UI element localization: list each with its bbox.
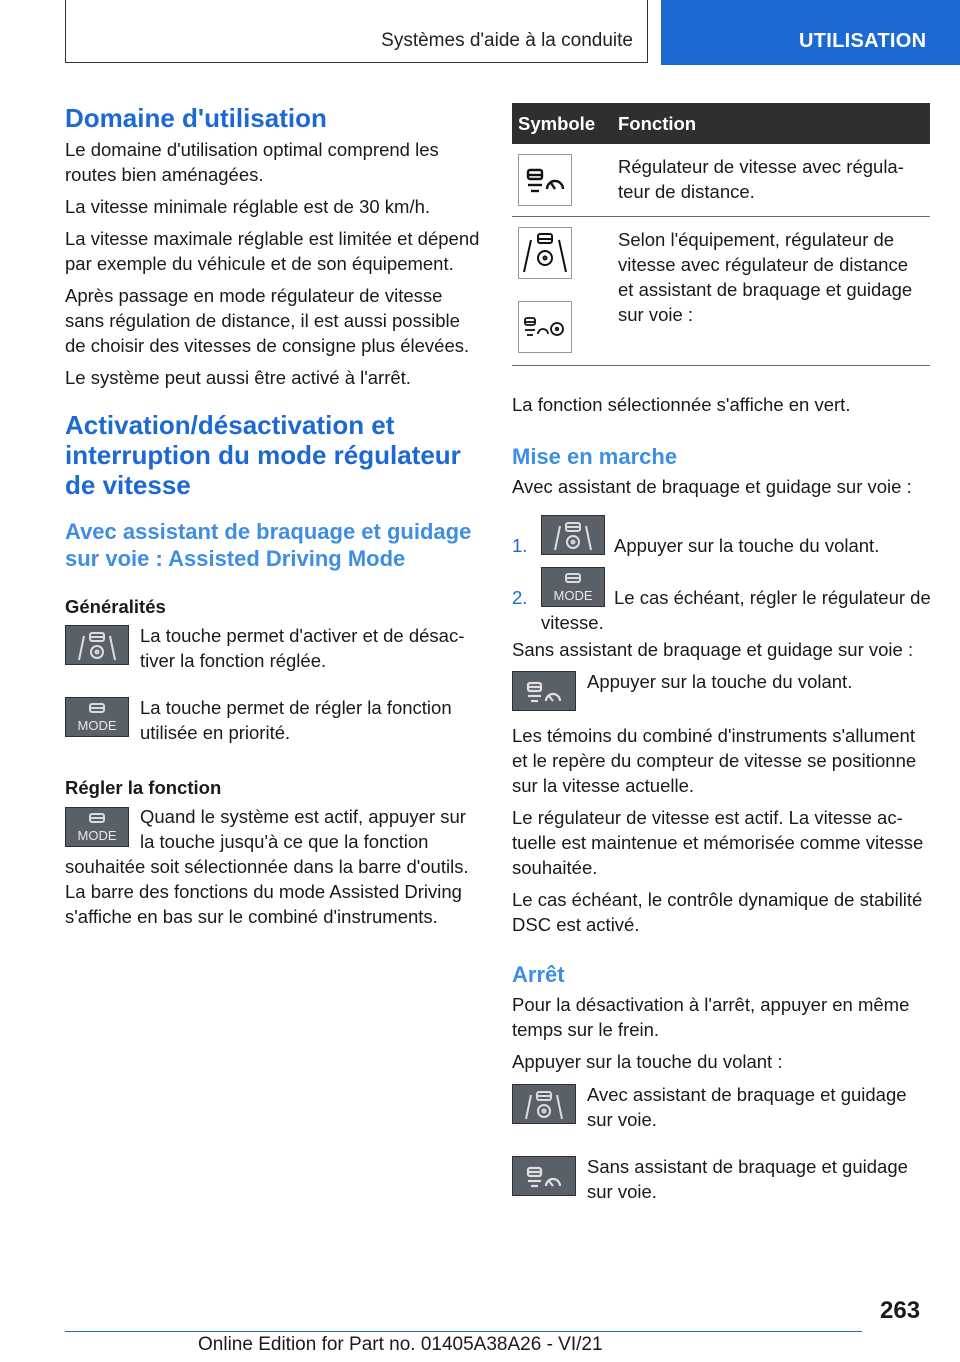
list-item-text: La touche permet d'activer et de désactiver la fonction réglée. bbox=[140, 625, 465, 671]
table-header-fonction: Fonction bbox=[612, 103, 930, 144]
paragraph: Les témoins du combiné d'instruments s'allument et le repère du compteur de vitesse se positionne sur la vitesse actuelle. bbox=[512, 725, 917, 796]
paragraph: Le régulateur de vitesse est actif. La vitesse actuelle est maintenue et mémorisée comme vitesse souhaitée. bbox=[512, 807, 924, 878]
page-number: 263 bbox=[880, 1297, 921, 1324]
table-header-symbole: Symbole bbox=[512, 103, 612, 144]
steering-assist-button-icon bbox=[541, 515, 605, 555]
right-column bbox=[512, 103, 930, 1216]
mode-button-icon bbox=[65, 807, 129, 847]
paragraph: Après passage en mode régulateur de vitesse sans régulation de distance, il est aussi possible de choisir des vitesses de consigne plus élevées. bbox=[65, 285, 470, 356]
table-cell: Régulateur de vitesse avec régulateur de distance. bbox=[612, 144, 930, 217]
step-text: Le cas échéant, régler le régulateur de vitesse. bbox=[541, 587, 931, 633]
list-item bbox=[65, 804, 483, 929]
list-item bbox=[512, 1082, 930, 1132]
list-item bbox=[512, 1154, 930, 1204]
paragraph: Le domaine d'utilisation optimal comprend les routes bien aménagées. bbox=[65, 139, 439, 185]
paragraph: Le système peut aussi être activé à l'arrêt. bbox=[65, 367, 411, 388]
step-number: 1. bbox=[512, 535, 528, 556]
mode-button-icon bbox=[65, 697, 129, 737]
steering-assist-button-icon bbox=[512, 1084, 576, 1124]
list-item bbox=[65, 695, 483, 745]
mode-label: MODE bbox=[77, 718, 117, 733]
list-item-text: Sans assistant de braquage et guidage sur voie. bbox=[587, 1156, 908, 1202]
heading-activation: Activation/désactivation et interruption du mode régulateur de vitesse bbox=[65, 410, 461, 500]
step-item bbox=[512, 567, 930, 633]
heading-mise-en-marche: Mise en marche bbox=[512, 444, 678, 469]
heading-assisted-driving: Avec assistant de braquage et guidage sur voie : Assisted Driving Mode bbox=[65, 519, 472, 571]
cruise-distance-button-icon bbox=[512, 671, 576, 711]
step-item bbox=[512, 515, 930, 555]
table-row bbox=[512, 144, 930, 217]
cruise-steering-icon bbox=[518, 301, 572, 353]
steering-assist-icon bbox=[518, 227, 572, 279]
paragraph: Pour la désactivation à l'arrêt, appuyer en même temps sur le frein. bbox=[512, 994, 910, 1040]
section-tab-label: UTILISATION bbox=[799, 30, 927, 52]
section-tab[interactable] bbox=[661, 0, 960, 65]
symbol-table bbox=[512, 103, 930, 366]
footer-divider bbox=[65, 1331, 862, 1332]
section-title: Systèmes d'aide à la conduite bbox=[381, 30, 633, 51]
list-item-text: La touche permet de régler la fonction utilisée en priorité. bbox=[140, 697, 452, 743]
paragraph: La vitesse maximale réglable est limitée et dépend par exemple du véhicule et de son équipement. bbox=[65, 228, 480, 274]
left-column bbox=[65, 103, 483, 929]
heading-arret: Arrêt bbox=[512, 962, 565, 987]
list-item bbox=[512, 669, 930, 711]
step-number: 2. bbox=[512, 587, 528, 608]
paragraph: La fonction sélectionnée s'affiche en vert. bbox=[512, 394, 851, 415]
heading-generalites: Généralités bbox=[65, 596, 166, 617]
step-text: Appuyer sur la touche du volant. bbox=[614, 535, 880, 556]
table-cell: Selon l'équipement, régulateur de vitesse avec régulateur de distance et assistant de braquage et guidage sur voie : bbox=[612, 217, 930, 366]
header-frame bbox=[65, 0, 648, 63]
paragraph: La vitesse minimale réglable est de 30 km/h. bbox=[65, 196, 431, 217]
mode-label: MODE bbox=[77, 828, 117, 843]
list-item-text: Avec assistant de braquage et guidage sur voie. bbox=[587, 1084, 907, 1130]
table-row bbox=[512, 217, 930, 366]
heading-domaine: Domaine d'utilisation bbox=[65, 103, 327, 133]
cruise-distance-icon bbox=[518, 154, 572, 206]
paragraph: Le cas échéant, le contrôle dynamique de stabilité DSC est activé. bbox=[512, 889, 923, 935]
paragraph: Sans assistant de braquage et guidage sur voie : bbox=[512, 639, 914, 660]
heading-regler: Régler la fonction bbox=[65, 777, 222, 798]
paragraph: Avec assistant de braquage et guidage sur voie : bbox=[512, 476, 912, 497]
list-item-text: Quand le système est actif, appuyer sur la touche jusqu'à ce que la fonction souhaitée soit sélectionnée dans la barre d'outils. La barre des fonctions du mode Assisted Driving s'affiche en bas sur le combiné d'instruments. bbox=[65, 806, 469, 927]
paragraph: Appuyer sur la touche du volant : bbox=[512, 1051, 783, 1072]
mode-label: MODE bbox=[553, 588, 593, 603]
list-item-text: Appuyer sur la touche du volant. bbox=[587, 671, 853, 692]
list-item bbox=[65, 623, 483, 673]
edition-note: Online Edition for Part no. 01405A38A26 - VI/21 bbox=[198, 1334, 603, 1355]
cruise-distance-button-icon bbox=[512, 1156, 576, 1196]
steering-assist-button-icon bbox=[65, 625, 129, 665]
